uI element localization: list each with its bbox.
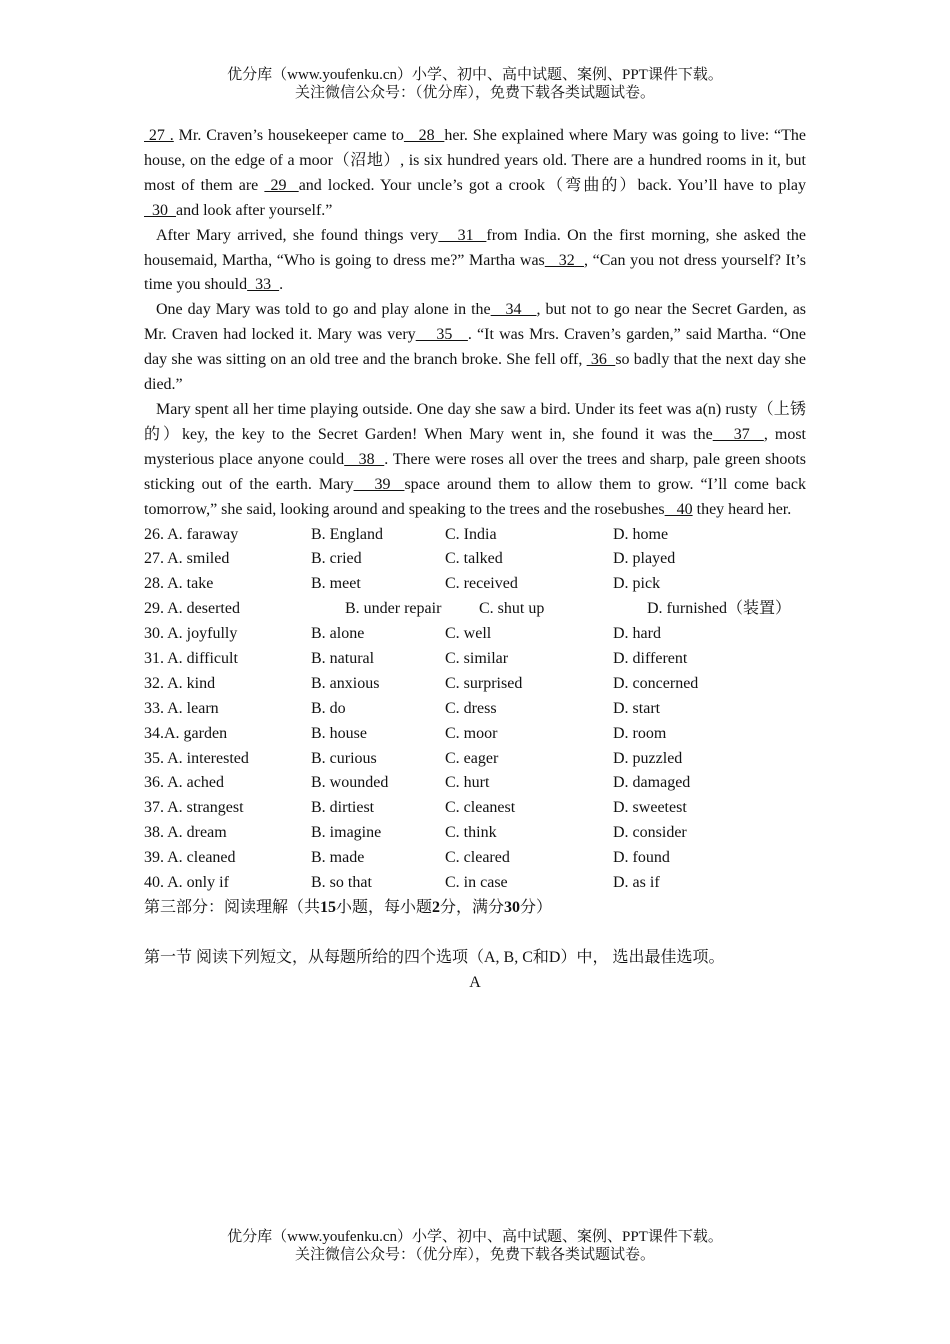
blank-36: 36 <box>586 351 616 369</box>
blank-27: 27 . <box>144 127 174 144</box>
blank-34: 34 <box>490 301 537 319</box>
option-row-27: 27. A. smiled B. cried C. talked D. played <box>144 550 676 568</box>
header-line-1: 优分库（www.youfenku.cn）小学、初中、高中试题、案例、PPT课件下载。 <box>227 67 723 83</box>
section-3-heading: 第三部分：阅读理解（共15小题，每小题2分，满分30分） <box>144 898 553 916</box>
blank-30: 30 <box>144 201 176 219</box>
blank-35: 35 <box>415 326 468 344</box>
blank-31: 31 <box>438 226 487 244</box>
option-row-31: 31. A. difficult B. natural C. similar D. different <box>144 649 688 667</box>
blank-37: 37 <box>712 425 764 443</box>
footer-line-2: 关注微信公众号：（优分库），免费下载各类试题试卷。 <box>294 1247 655 1263</box>
blank-33: 33 <box>247 276 280 294</box>
option-row-36: 36. A. ached B. wounded C. hurt D. damaged <box>144 774 691 792</box>
blank-32: 32 <box>544 251 584 269</box>
option-row-34: 34.A. garden B. house C. moor D. room <box>144 724 667 742</box>
passage-paragraph-1: 27 . Mr. Craven’s housekeeper came to 28 her. She explained where Mary was going to live: “The house, on the edge of a moor（沼地）, is six hundred years old. There are a hundred rooms in it, but most of them are 29 and locked. Your uncle’s got a crook（弯曲的）back. You’ll have to play 30 and look after yourself.” <box>144 127 807 219</box>
blank-38: 38 <box>344 450 385 468</box>
option-row-33: 33. A. learn B. do C. dress D. start <box>144 699 661 717</box>
passage-paragraph-4: Mary spent all her time playing outside. One day she saw a bird. Under its feet was a(n) rusty（上锈的）key, the key to the Secret Garden! When Mary went in, she found it was the 37 , most mysterious place anyone could 38 . There were roses all over the trees and sharp, pale green shoots sticking out of the earth. Mary 39 space around them to allow them to grow. “I’ll come back tomorrow,” she said, looking around and speaking to the trees and the rosebushes 40 they heard her. <box>144 400 807 518</box>
option-row-38: 38. A. dream B. imagine C. think D. consider <box>144 824 687 842</box>
option-row-26: 26. A. faraway B. England C. India D. home <box>144 525 669 543</box>
page-header <box>0 66 950 102</box>
option-row-35: 35. A. interested B. curious C. eager D. puzzled <box>144 749 683 767</box>
blank-39: 39 <box>353 475 405 493</box>
page-footer <box>0 1228 950 1264</box>
option-row-40: 40. A. only if B. so that C. in case D. as if <box>144 873 660 891</box>
option-row-37: 37. A. strangest B. dirtiest C. cleanest D. sweetest <box>144 799 687 817</box>
passage-paragraph-3: One day Mary was told to go and play alone in the 34 , but not to go near the Secret Garden, as Mr. Craven had locked it. Mary was very 35 . “It was Mrs. Craven’s garden,” said Martha. “One day she was sitting on an old tree and the branch broke. She fell off, 36 so badly that the next day she died.” <box>144 301 807 394</box>
option-row-30: 30. A. joyfully B. alone C. well D. hard <box>144 625 661 643</box>
blank-28: 28 <box>403 127 445 144</box>
option-row-28: 28. A. take B. meet C. received D. pick <box>144 575 661 593</box>
answer-options <box>144 523 806 896</box>
option-row-29: 29. A. deserted B. under repair C. shut up D. furnished（装置） <box>144 600 791 618</box>
option-row-32: 32. A. kind B. anxious C. surprised D. concerned <box>144 674 699 692</box>
passage-paragraph-2: After Mary arrived, she found things very 31 from India. On the first morning, she asked the housemaid, Martha, “Who is going to dress me?” Martha was 32 , “Can you not dress yourself? It’s time you should 33 . <box>144 226 807 294</box>
document-body <box>144 124 806 996</box>
header-line-2: 关注微信公众号：（优分库），免费下载各类试题试卷。 <box>294 85 655 101</box>
blank-29: 29 <box>264 176 299 194</box>
blank-40: 40 <box>664 500 693 518</box>
passage-label: A <box>469 973 481 991</box>
option-row-39: 39. A. cleaned B. made C. cleared D. found <box>144 849 670 867</box>
section-instructions: 第一节 阅读下列短文，从每题所给的四个选项（A, B, C和D）中， 选出最佳选项。 <box>144 948 725 966</box>
footer-line-1: 优分库（www.youfenku.cn）小学、初中、高中试题、案例、PPT课件下载。 <box>227 1229 723 1245</box>
